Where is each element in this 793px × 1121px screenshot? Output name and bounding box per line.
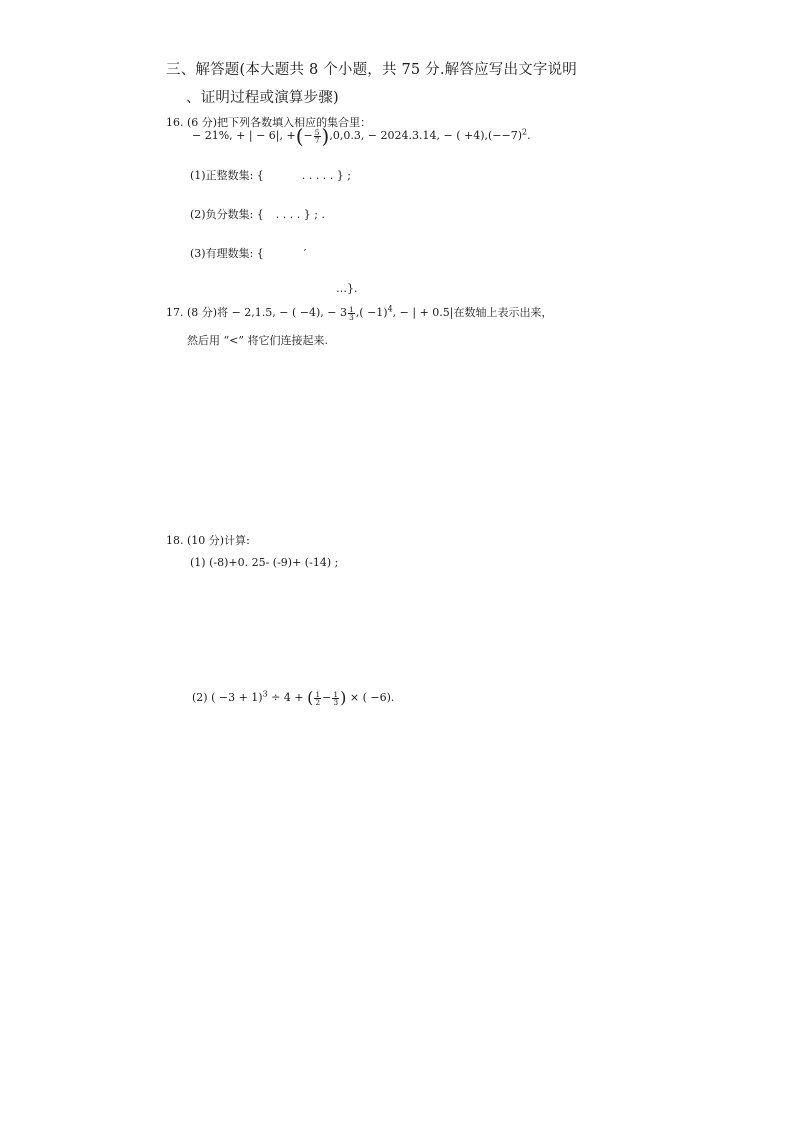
question-prompt: 把下列各数填入相应的集合里：	[217, 116, 372, 129]
set-label: (1)正整数集: {	[190, 169, 264, 182]
minus-sign: −	[322, 691, 332, 704]
subquestion-18-1: (1) (-8)+0. 25- (-9)+ (-14) ;	[190, 556, 339, 569]
exponent: 3	[262, 689, 268, 699]
fraction-denominator: 7	[314, 135, 320, 145]
fraction-denominator: 3	[349, 312, 354, 322]
expr-part: .	[527, 129, 531, 142]
question-score: (8 分)	[187, 306, 218, 319]
question-16-expression: − 21%, + | − 6|, +(− $\frac{5}{7}$ ),0,0.3, − 2024.3.14, − ( $+4),(--7)^2$.	[192, 124, 531, 148]
fraction-numerator: 5	[314, 127, 320, 137]
expr-part: (−−7)	[488, 129, 523, 142]
expr-part: ,( −1)	[355, 306, 388, 319]
mixed-fraction	[348, 306, 355, 321]
expr-part: , − | + 0.5|	[392, 306, 454, 319]
expr-part: − 2,1.5, − ( −4), − 3	[231, 306, 347, 319]
fraction-denominator: 2	[315, 697, 321, 707]
fraction-numerator: 1	[333, 689, 339, 699]
expr-part: ,0,0.3, − 2024.3.14, − ( +4),	[329, 129, 489, 142]
question-number: 18.	[166, 534, 184, 547]
question-18-header	[166, 532, 250, 548]
set-label: (2)负分数集: {	[190, 208, 264, 221]
fraction-denominator: 3	[333, 697, 339, 707]
question-score: (10 分)	[187, 534, 225, 547]
paren-close: )	[321, 124, 330, 148]
question-17-line2: 然后用 “<” 将它们连接起来.	[187, 334, 328, 347]
subquestion-negative-fractions	[190, 206, 325, 222]
question-text: 在数轴上表示出来，	[453, 306, 553, 319]
subquestion-18-2	[192, 690, 394, 706]
paren-close: )	[340, 688, 347, 707]
question-number: 17.	[166, 306, 184, 319]
expr-part: (2) ( −3 + 1)	[192, 691, 263, 704]
subquestion-rational-numbers	[190, 245, 306, 261]
question-number: 16.	[166, 116, 184, 129]
subquestion-positive-integers	[190, 167, 351, 183]
set-label: (3)有理数集: {	[190, 247, 264, 260]
expr-part: × ( −6).	[346, 691, 395, 704]
fraction	[314, 129, 321, 144]
exponent: 2	[522, 127, 528, 137]
set-mark: ′	[303, 247, 307, 260]
question-lead: 将	[217, 306, 229, 319]
fraction-numerator: 1	[315, 689, 321, 699]
set-fill: . . . . } ; .	[275, 208, 325, 221]
question-prompt: 计算:	[224, 534, 250, 547]
set-fill: . . . . . } ;	[301, 169, 351, 182]
question-17	[166, 304, 553, 321]
section-title-cont: 、证明过程或演算步骤)	[186, 90, 339, 106]
paren-open: (	[295, 124, 304, 148]
expr-part: ÷ 4 +	[267, 691, 304, 704]
exponent: 4	[387, 304, 393, 314]
fraction	[332, 691, 339, 706]
set-end: …}.	[336, 282, 358, 295]
fraction	[314, 691, 321, 706]
fraction-numerator: 1	[349, 304, 354, 314]
section-title: 三、解答题(本大题共 8 个小题，共 75 分.解答应写出文字说明	[166, 62, 577, 78]
question-score: (6 分)	[187, 116, 218, 129]
paren-open: (	[307, 688, 314, 707]
expr-part: − 21%, + | − 6|, +	[192, 129, 296, 142]
